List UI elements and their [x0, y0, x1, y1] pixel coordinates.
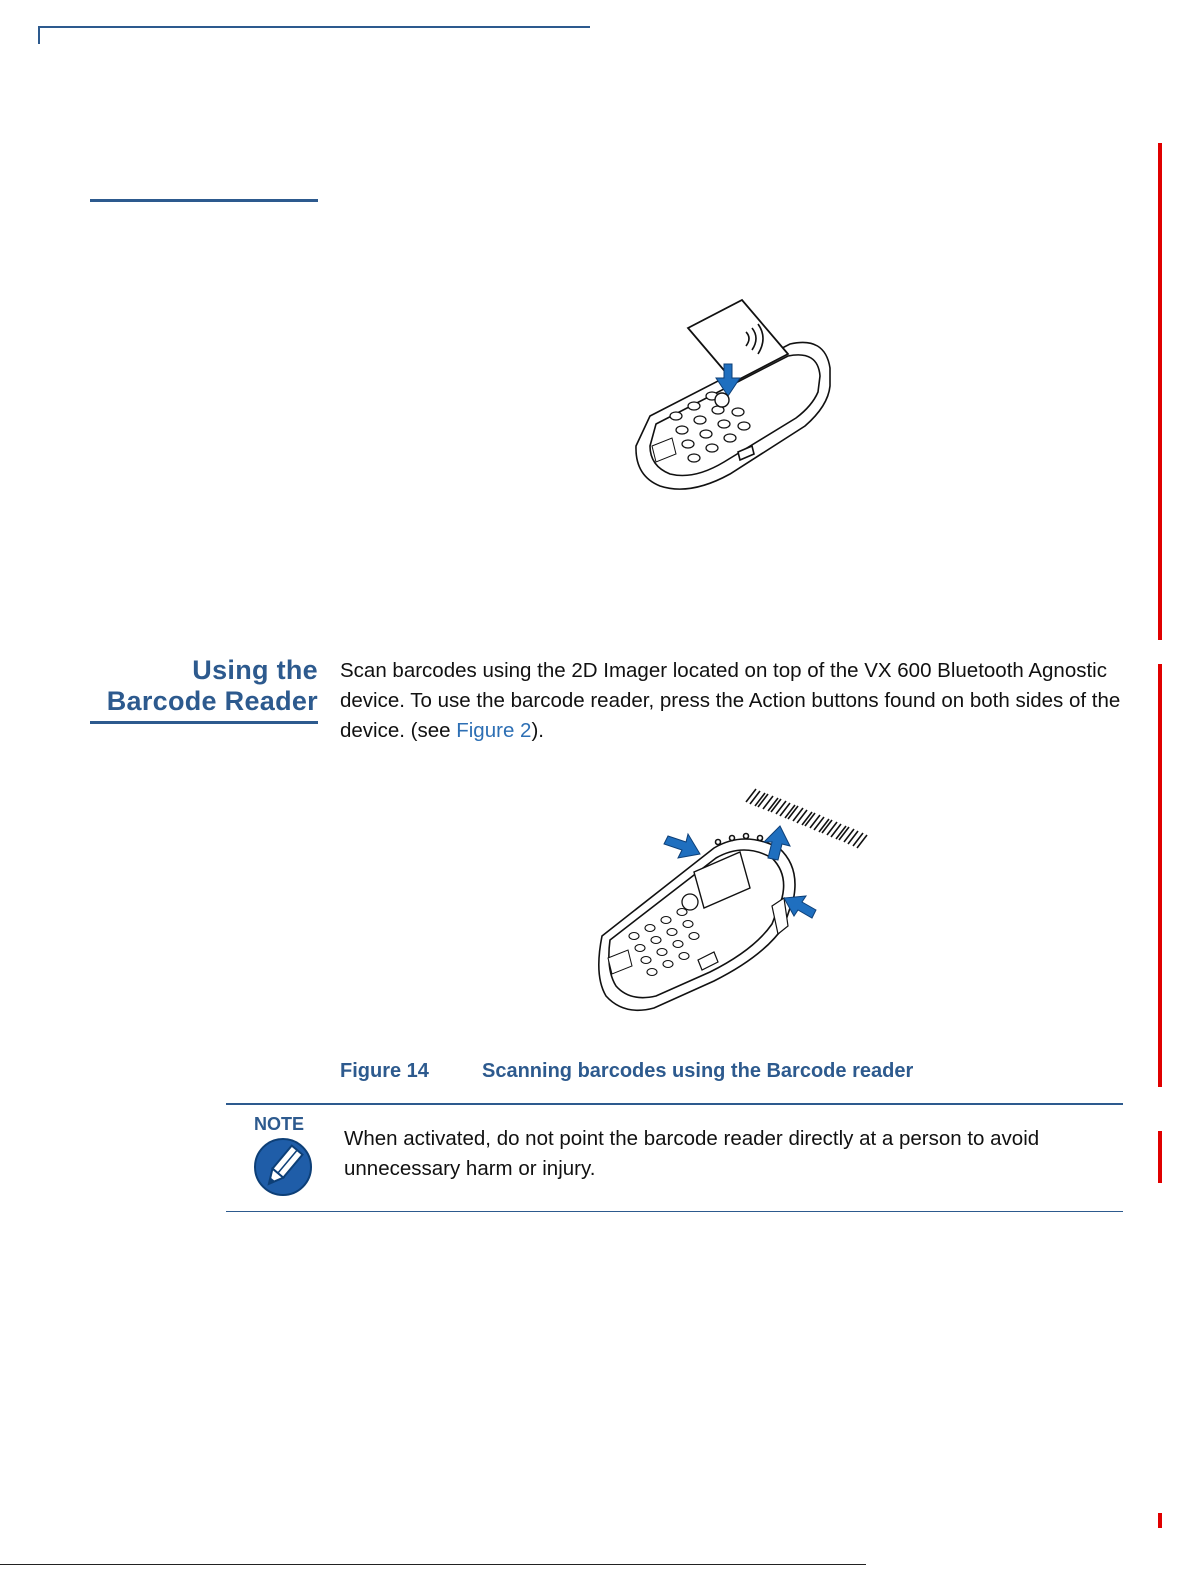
barcode-scan-illustration [594, 786, 878, 1012]
previous-section-rule [90, 199, 318, 202]
note-top-rule [226, 1103, 1123, 1105]
contactless-tap-illustration [620, 296, 840, 500]
note-label: NOTE [254, 1114, 305, 1134]
footer-rule [0, 1564, 866, 1565]
section-paragraph [340, 656, 1130, 746]
pencil-icon [253, 1137, 313, 1197]
change-bar-3 [1158, 1131, 1162, 1183]
figure-title: Scanning barcodes using the Barcode reader [482, 1060, 914, 1082]
section-heading-rule [90, 721, 318, 724]
header-rule [38, 26, 590, 28]
header-corner [38, 26, 40, 44]
figure-caption [340, 1060, 913, 1083]
figure-2-link[interactable]: Figure 2 [456, 719, 532, 742]
section-heading-line1: Using the [192, 655, 318, 685]
paragraph-text-end: ). [531, 719, 544, 742]
note-bottom-rule [226, 1211, 1123, 1212]
section-heading-line2: Barcode Reader [106, 686, 318, 716]
paragraph-text: Scan barcodes using the 2D Imager located on top of the VX 600 Bluetooth Agnostic device. To use the barcode reader, press the Action buttons found on both sides of the device. (see [340, 659, 1121, 742]
change-bar-1 [1158, 143, 1162, 640]
section-heading [107, 655, 318, 717]
figure-number: Figure 14 [340, 1060, 429, 1082]
change-bar-2 [1158, 664, 1162, 1087]
note-text: When activated, do not point the barcode reader directly at a person to avoid unnecessary harm or injury. [344, 1127, 1040, 1180]
change-bar-4 [1158, 1513, 1162, 1528]
